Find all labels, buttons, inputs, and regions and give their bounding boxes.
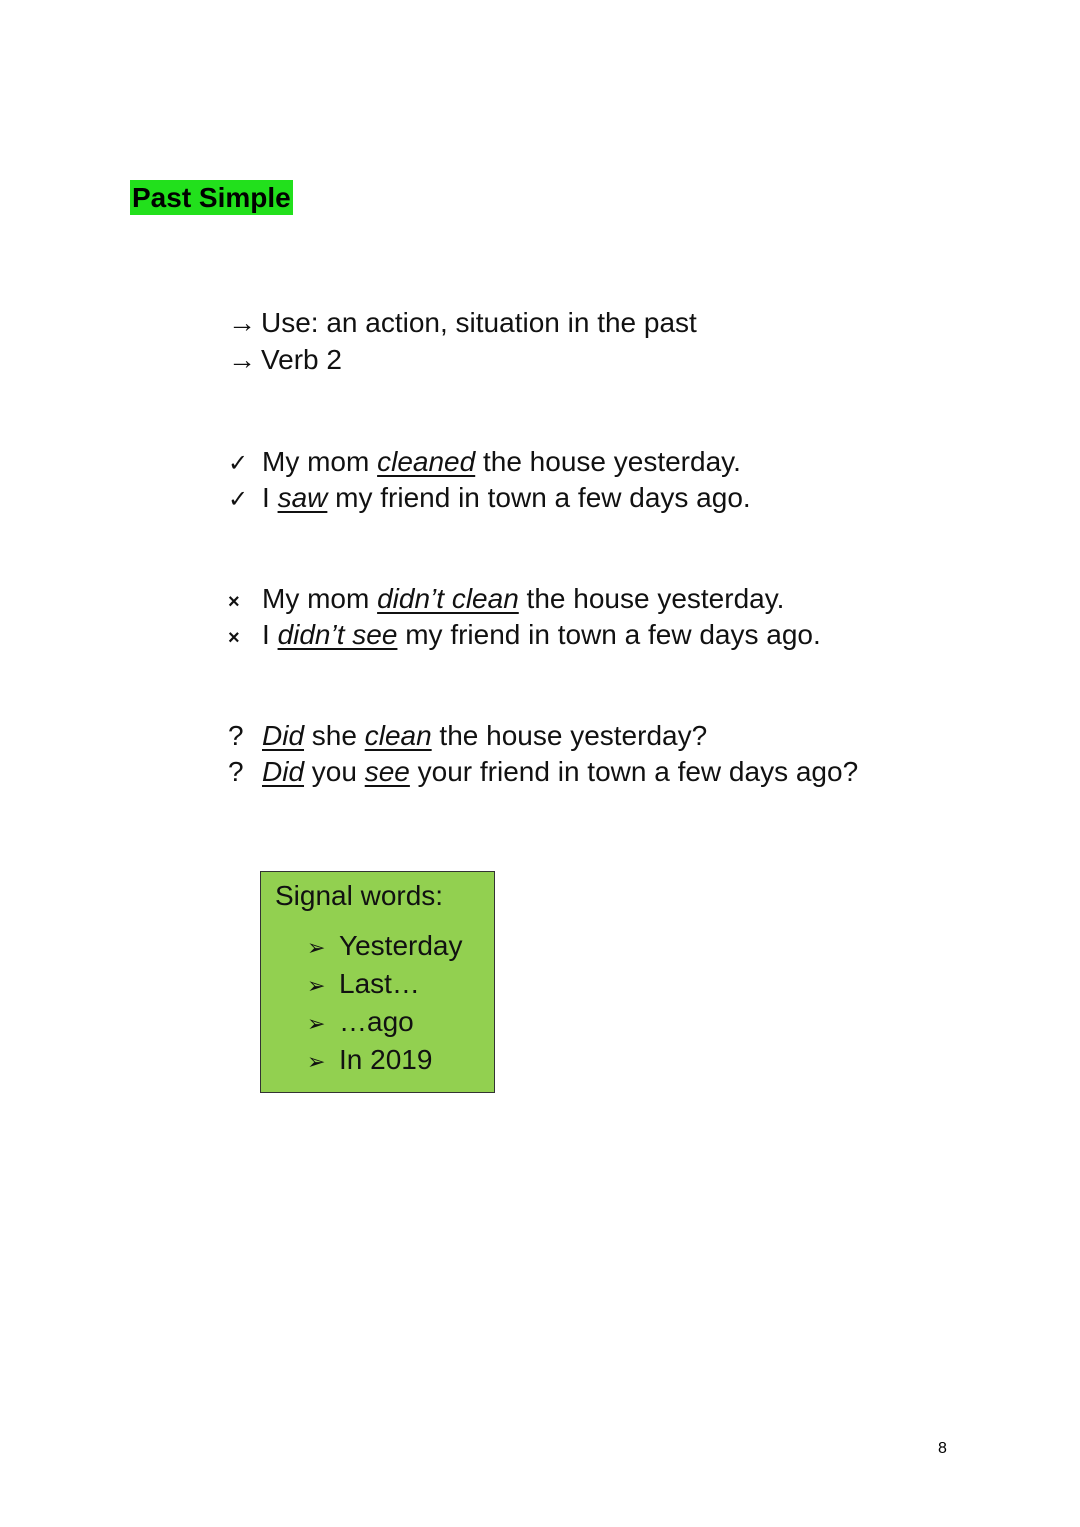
chevron-bullet-icon: ➢: [307, 935, 326, 960]
check-icon: ✓: [228, 486, 249, 513]
signal-word: Last…: [339, 968, 420, 999]
cross-icon: ×: [228, 591, 240, 613]
chevron-bullet-icon: ➢: [307, 1011, 326, 1036]
question-example-1: [228, 718, 707, 754]
sentence-mid: you: [304, 756, 365, 787]
rule-use-text: Use: an action, situation in the past: [261, 307, 697, 338]
question-example-2: [228, 754, 858, 790]
chevron-bullet-icon: ➢: [307, 973, 326, 998]
sentence-post: the house yesterday.: [475, 446, 741, 477]
verb-phrase: didn’t see: [277, 619, 398, 650]
cross-icon: ×: [228, 627, 240, 649]
signal-words-title: Signal words:: [275, 880, 444, 911]
rule-verb-text: Verb 2: [261, 344, 342, 375]
page-title: Past Simple: [132, 182, 291, 213]
signal-word: …ago: [339, 1006, 414, 1037]
arrow-right-icon: →: [228, 344, 256, 375]
negative-example-2: [228, 617, 821, 656]
sentence-pre: My mom: [262, 446, 378, 477]
signal-words-box: [260, 871, 495, 1093]
verb-phrase: clean: [364, 720, 432, 751]
list-item: [307, 1042, 463, 1080]
signal-word: In 2019: [339, 1044, 433, 1075]
question-icon: ?: [228, 756, 244, 787]
auxiliary-verb: Did: [262, 756, 305, 787]
sentence-post: your friend in town a few days ago?: [409, 756, 859, 787]
chevron-bullet-icon: ➢: [307, 1049, 326, 1074]
list-item: [307, 1004, 463, 1042]
verb-phrase: saw: [277, 482, 328, 513]
positive-example-1: [228, 444, 741, 482]
verb-phrase: cleaned: [377, 446, 476, 477]
arrow-right-icon: →: [228, 307, 256, 338]
sentence-pre: I: [262, 619, 278, 650]
sentence-post: my friend in town a few days ago.: [397, 619, 821, 650]
auxiliary-verb: Did: [262, 720, 305, 751]
list-item: [307, 966, 463, 1004]
sentence-pre: My mom: [262, 583, 378, 614]
sentence-mid: she: [304, 720, 365, 751]
check-icon: ✓: [228, 450, 249, 477]
signal-word: Yesterday: [339, 930, 463, 961]
list-item: [307, 928, 463, 966]
positive-example-2: [228, 480, 751, 518]
sentence-post: my friend in town a few days ago.: [327, 482, 751, 513]
sentence-pre: I: [262, 482, 278, 513]
rule-verb: [228, 342, 342, 378]
signal-words-list: [307, 928, 463, 1080]
negative-example-1: [228, 581, 784, 620]
page-number: 8: [938, 1440, 947, 1457]
verb-phrase: see: [364, 756, 410, 787]
sentence-post: the house yesterday?: [431, 720, 708, 751]
question-icon: ?: [228, 720, 244, 751]
rule-use: [228, 305, 697, 341]
verb-phrase: didn’t clean: [377, 583, 519, 614]
sentence-post: the house yesterday.: [518, 583, 785, 614]
